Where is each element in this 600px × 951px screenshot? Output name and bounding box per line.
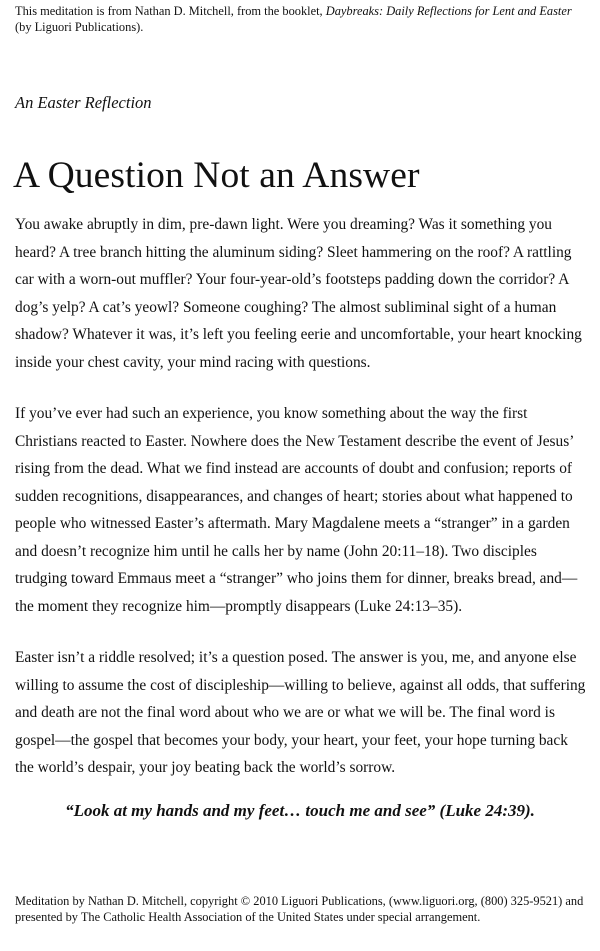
paragraph: Easter isn’t a riddle resolved; it’s a question posed. The answer is you, me, and anyone else willing to assume the cost of discipleship—willing to believe, against all odds, that suffering and death are not the final word about who we are or what we will be. The final word is gospel—the gospel that becomes your body, your heart, your feet, your hope turning back the world’s despair, your joy beating back the world’s sorrow.: [15, 649, 586, 776]
body-text: [15, 211, 587, 806]
subtitle: An Easter Reflection: [15, 93, 152, 112]
book-title: Daybreaks: Daily Reflections for Lent and Easter: [325, 4, 572, 18]
paragraph: If you’ve ever had such an experience, you know something about the way the first Christians reacted to Easter. Nowhere does the New Testament describe the event of Jesus’ rising from the dead. What we find instead are accounts of doubt and confusion; reports of sudden recognitions, disappearances, and changes of heart; stories about what happened to people who witnessed Easter’s aftermath. Mary Magdalene meets a “stranger” in a garden and doesn’t recognize him until he calls her by name (John 20:11–18). Two disciples trudging toward Emmaus meet a “stranger” who joins them for dinner, breaks bread, and—the moment they recognize him—promptly disappears (Luke 24:13–35).: [15, 405, 578, 615]
header-note-text-before: This meditation is from Nathan D. Mitchell, from the booklet,: [15, 4, 326, 18]
header-note: [15, 4, 590, 35]
scripture-quote: “Look at my hands and my feet… touch me and see” (Luke 24:39).: [65, 801, 535, 820]
paragraph: You awake abruptly in dim, pre-dawn light. Were you dreaming? Was it something you heard? A tree branch hitting the aluminum siding? Sleet hammering on the roof? A rattling car with a worn-out muffler? Your four-year-old’s footsteps padding down the corridor? A dog’s yelp? A cat’s yeowl? Someone coughing? The almost subliminal sight of a human shadow? Whatever it was, it’s left you feeling eerie and uncomfortable, your heart knocking inside your chest cavity, your mind racing with questions.: [15, 216, 582, 371]
header-note-text-after: (by Liguori Publications).: [15, 19, 144, 34]
footer-note: Meditation by Nathan D. Mitchell, copyright © 2010 Liguori Publications, (www.liguori.org, (800) 325-9521) and presented by The Catholic Health Association of the United States under special arrangement.: [15, 894, 584, 924]
page-title: A Question Not an Answer: [13, 155, 420, 196]
